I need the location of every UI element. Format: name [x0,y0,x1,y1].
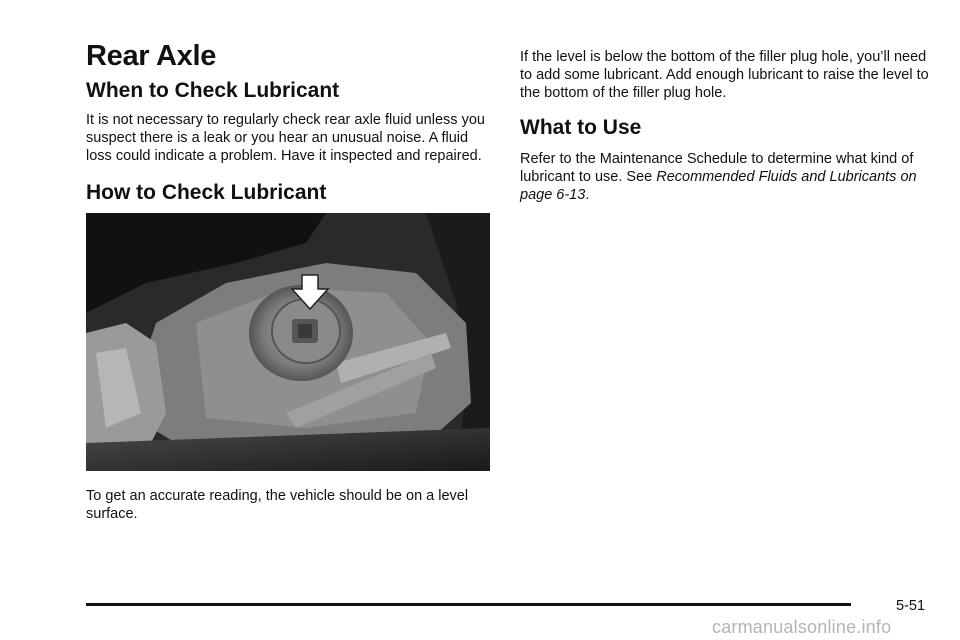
level-info-paragraph: If the level is below the bottom of the filler plug hole, you’ll need to add some lubricant. Add enough lubricant to raise the level to the bottom of the filler plug hole. [520,49,929,101]
page-title: Rear Axle [86,40,217,72]
page-number: 5-51 [896,598,926,614]
watermark: carmanualsonline.info [712,617,892,637]
section-heading-when-to-check: When to Check Lubricant [86,79,340,102]
what-to-use-paragraph [520,150,930,204]
right-column [520,48,930,204]
what-to-use-text: Refer to the Maintenance Schedule to determine what kind of lubricant to use. See [520,151,914,185]
section-heading-what-to-use: What to Use [520,116,642,139]
recommended-fluids-reference: Recommended Fluids and Lubricants on page 6-13 [520,169,917,203]
when-to-check-paragraph: It is not necessary to regularly check rear axle fluid unless you suspect there is a leak or you hear an unusual noise. A fluid loss could indicate a problem. Have it inspected and repaired. [86,112,485,164]
what-to-use-suffix: . [585,187,590,203]
left-column [86,40,491,523]
rear-axle-filler-plug-photo [86,213,490,471]
how-to-check-paragraph: To get an accurate reading, the vehicle should be on a level surface. [86,488,469,522]
section-heading-how-to-check: How to Check Lubricant [86,181,327,204]
footer-rule [86,603,851,606]
